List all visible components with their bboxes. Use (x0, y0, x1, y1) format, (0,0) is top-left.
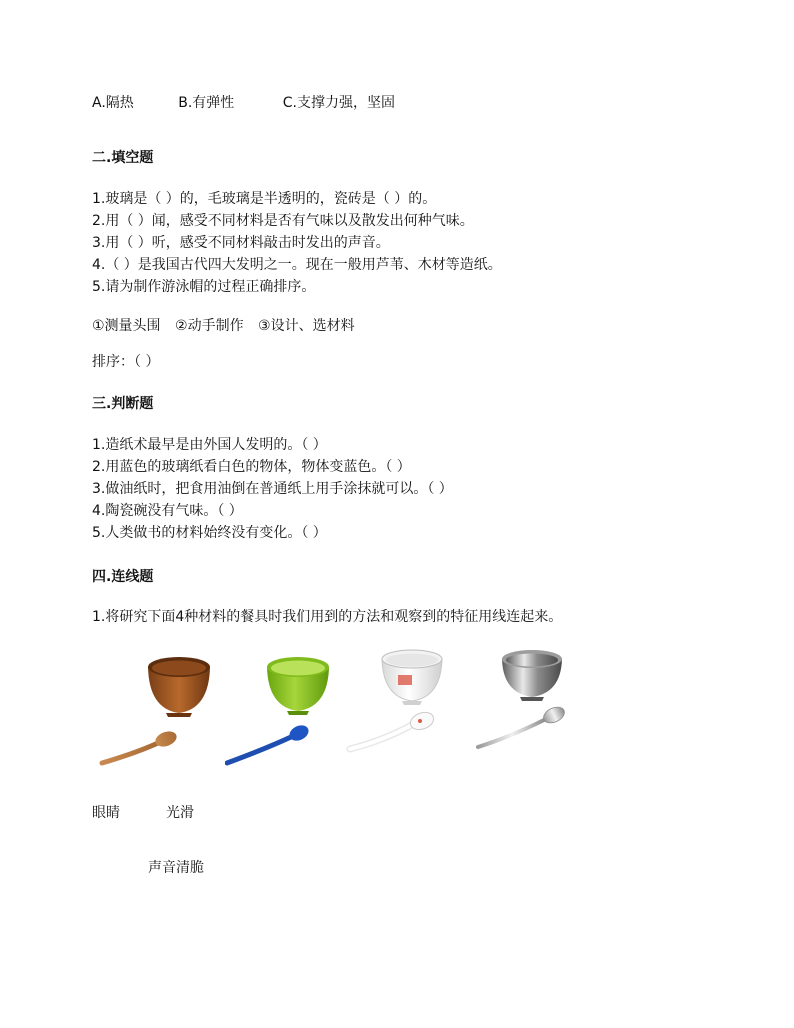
section-4-title: 四.连线题 (92, 569, 154, 585)
tableware-images (0, 645, 794, 775)
ceramic-bowl-spoon-image (346, 645, 476, 775)
answer-options (92, 93, 395, 113)
judge-question-2: 2.用蓝色的玻璃纸看白色的物体，物体变蓝色。（ ） (92, 459, 411, 475)
label-eyes[interactable]: 眼睛 (92, 805, 120, 821)
ceramic-bowl-icon (346, 645, 476, 775)
judge-question-4: 4.陶瓷碗没有气味。（ ） (92, 503, 243, 519)
label-smooth[interactable]: 光滑 (166, 805, 194, 821)
fill-question-5: 5.请为制作游泳帽的过程正确排序。 (92, 279, 316, 295)
option-a[interactable]: A.隔热 (92, 95, 134, 111)
option-b[interactable]: B.有弹性 (178, 95, 235, 111)
plastic-bowl-icon (225, 645, 355, 775)
judge-question-1: 1.造纸术最早是由外国人发明的。（ ） (92, 437, 327, 453)
wood-bowl-icon (96, 645, 226, 775)
fill-question-1: 1.玻璃是（ ）的，毛玻璃是半透明的，瓷砖是（ ）的。 (92, 191, 437, 207)
fill-question-2: 2.用（ ）闻，感受不同材料是否有气味以及散发出何种气味。 (92, 213, 474, 229)
option-c[interactable]: C.支撑力强，坚固 (282, 95, 395, 111)
judge-question-3: 3.做油纸时，把食用油倒在普通纸上用手涂抹就可以。（ ） (92, 481, 453, 497)
steel-bowl-icon (470, 645, 600, 775)
fill-question-4: 4.（ ）是我国古代四大发明之一。现在一般用芦苇、木材等造纸。 (92, 257, 502, 273)
wood-bowl-spoon-image (96, 645, 226, 775)
order-answer: 排序：（ ） (92, 354, 160, 370)
step-3: ③设计、选材料 (258, 318, 355, 334)
step-2: ②动手制作 (175, 318, 244, 334)
label-crisp-sound[interactable]: 声音清脆 (148, 860, 204, 876)
step-1: ①测量头围 (92, 318, 161, 334)
plastic-bowl-spoon-image (225, 645, 355, 775)
match-question-1: 1.将研究下面4种材料的餐具时我们用到的方法和观察到的特征用线连起来。 (92, 609, 563, 625)
section-3-title: 三.判断题 (92, 396, 154, 412)
section-2-title: 二.填空题 (92, 150, 154, 166)
step-list (92, 316, 365, 336)
steel-bowl-spoon-image (470, 645, 600, 775)
fill-question-3: 3.用（ ）听，感受不同材料敲击时发出的声音。 (92, 235, 390, 251)
judge-question-5: 5.人类做书的材料始终没有变化。（ ） (92, 525, 327, 541)
